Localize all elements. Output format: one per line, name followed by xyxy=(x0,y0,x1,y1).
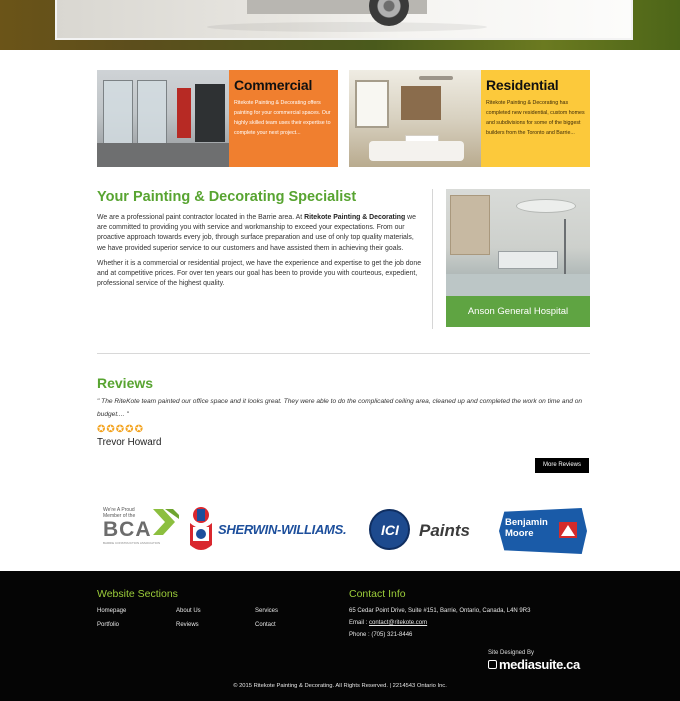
star-outline-icon: ✪ xyxy=(125,424,134,435)
footer-link-portfolio[interactable]: Portfolio xyxy=(97,622,120,628)
review-rating xyxy=(97,425,143,435)
star-outline-icon: ✪ xyxy=(106,424,115,435)
hero-banner xyxy=(0,0,680,50)
sherwin-williams-logo: SHERWIN-WILLIAMS. xyxy=(187,505,355,555)
specialist-section xyxy=(97,189,422,294)
bm-triangle-icon xyxy=(559,522,577,538)
paint-can-icon xyxy=(187,505,215,553)
more-reviews-button[interactable]: More Reviews xyxy=(535,458,589,473)
second-paragraph: Whether it is a commercial or residential project, we have the experience and expertise to get the job done and at competitive prices. For over ten years our goal has been to provide you with courteous, expedient, professional service of the highest quality. xyxy=(97,259,422,288)
bca-logo: We're A Proud Member of the BCA BARRIE CONSTRUCTION ASSOCIATION xyxy=(103,507,179,555)
footer-address: 65 Cedar Point Drive, Suite #151, Barrie, Ontario, Canada, L4N 9R3 xyxy=(349,608,531,614)
benjamin-moore-logo: Benjamin Moore xyxy=(499,508,587,554)
copyright-text: © 2015 Ritekote Painting & Decorating. All Rights Reserved. | 2214543 Ontario Inc. xyxy=(233,683,447,689)
hospital-room-photo xyxy=(446,189,590,296)
footer-email-link[interactable]: contact@ritekote.com xyxy=(369,620,428,626)
hero-truck-photo xyxy=(55,0,633,40)
footer-link-homepage[interactable]: Homepage xyxy=(97,608,127,614)
divider xyxy=(432,189,433,329)
site-footer xyxy=(0,571,680,701)
review-quote: " The RiteKote team painted our office space and it looks great. They were able to do the complicated ceiling area, cleaned up and completed the work on time and on budget.... " xyxy=(97,398,583,418)
intro-paragraph: We are a professional paint contractor located in the Barrie area. At Ritekote Painting & Decorating we are committed to providing you with service and workmanship to exceed your expectations. From our proactive approach towards every job, through surface preparation and use of only top quality materials, we have provided superior service to our customers and have assisted them in achieving their goals. xyxy=(97,214,416,252)
service-description: Ritekote Painting & Decorating offers painting for your commercial spaces. Our highly skilled team uses their expertise to complete your next project... xyxy=(234,100,331,136)
service-description: Ritekote Painting & Decorating has completed new residential, custom homes and subdivisions for some of the biggest builders from the Toronto and Barrie... xyxy=(486,100,585,136)
reviews-heading: Reviews xyxy=(97,375,154,391)
footer-contact-heading: Contact Info xyxy=(349,588,406,600)
star-outline-icon: ✪ xyxy=(134,424,143,435)
partner-logos xyxy=(97,503,590,558)
service-card-commercial[interactable] xyxy=(97,70,338,167)
featured-project[interactable] xyxy=(446,189,590,327)
footer-email-row: Email : contact@ritekote.com xyxy=(349,620,428,626)
featured-project-caption[interactable]: Anson General Hospital xyxy=(446,296,590,327)
footer-sections-heading: Website Sections xyxy=(97,588,178,600)
commercial-office-photo xyxy=(97,70,229,167)
footer-link-services[interactable]: Services xyxy=(255,608,279,614)
ici-paints-logo: ICI Paints xyxy=(369,509,484,553)
footer-link-reviews[interactable]: Reviews xyxy=(176,622,199,628)
footer-link-contact[interactable]: Contact xyxy=(255,622,276,628)
section-heading: Your Painting & Decorating Specialist xyxy=(97,189,357,205)
residential-living-room-photo xyxy=(349,70,481,167)
mediasuite-icon xyxy=(488,660,497,669)
service-title[interactable]: Commercial xyxy=(234,77,313,93)
designed-by-label: Site Designed By xyxy=(488,650,535,656)
bca-chevron-icon xyxy=(153,509,179,535)
footer-phone: Phone : (705) 321-8446 xyxy=(349,632,413,638)
reviewer-name: Trevor Howard xyxy=(97,437,162,448)
service-title[interactable]: Residential xyxy=(486,77,559,93)
star-outline-icon: ✪ xyxy=(97,424,106,435)
designer-logo[interactable]: mediasuite.ca xyxy=(488,657,580,672)
star-outline-icon: ✪ xyxy=(115,424,125,435)
footer-link-about[interactable]: About Us xyxy=(176,608,201,614)
service-card-residential[interactable] xyxy=(349,70,590,167)
divider xyxy=(97,353,590,354)
